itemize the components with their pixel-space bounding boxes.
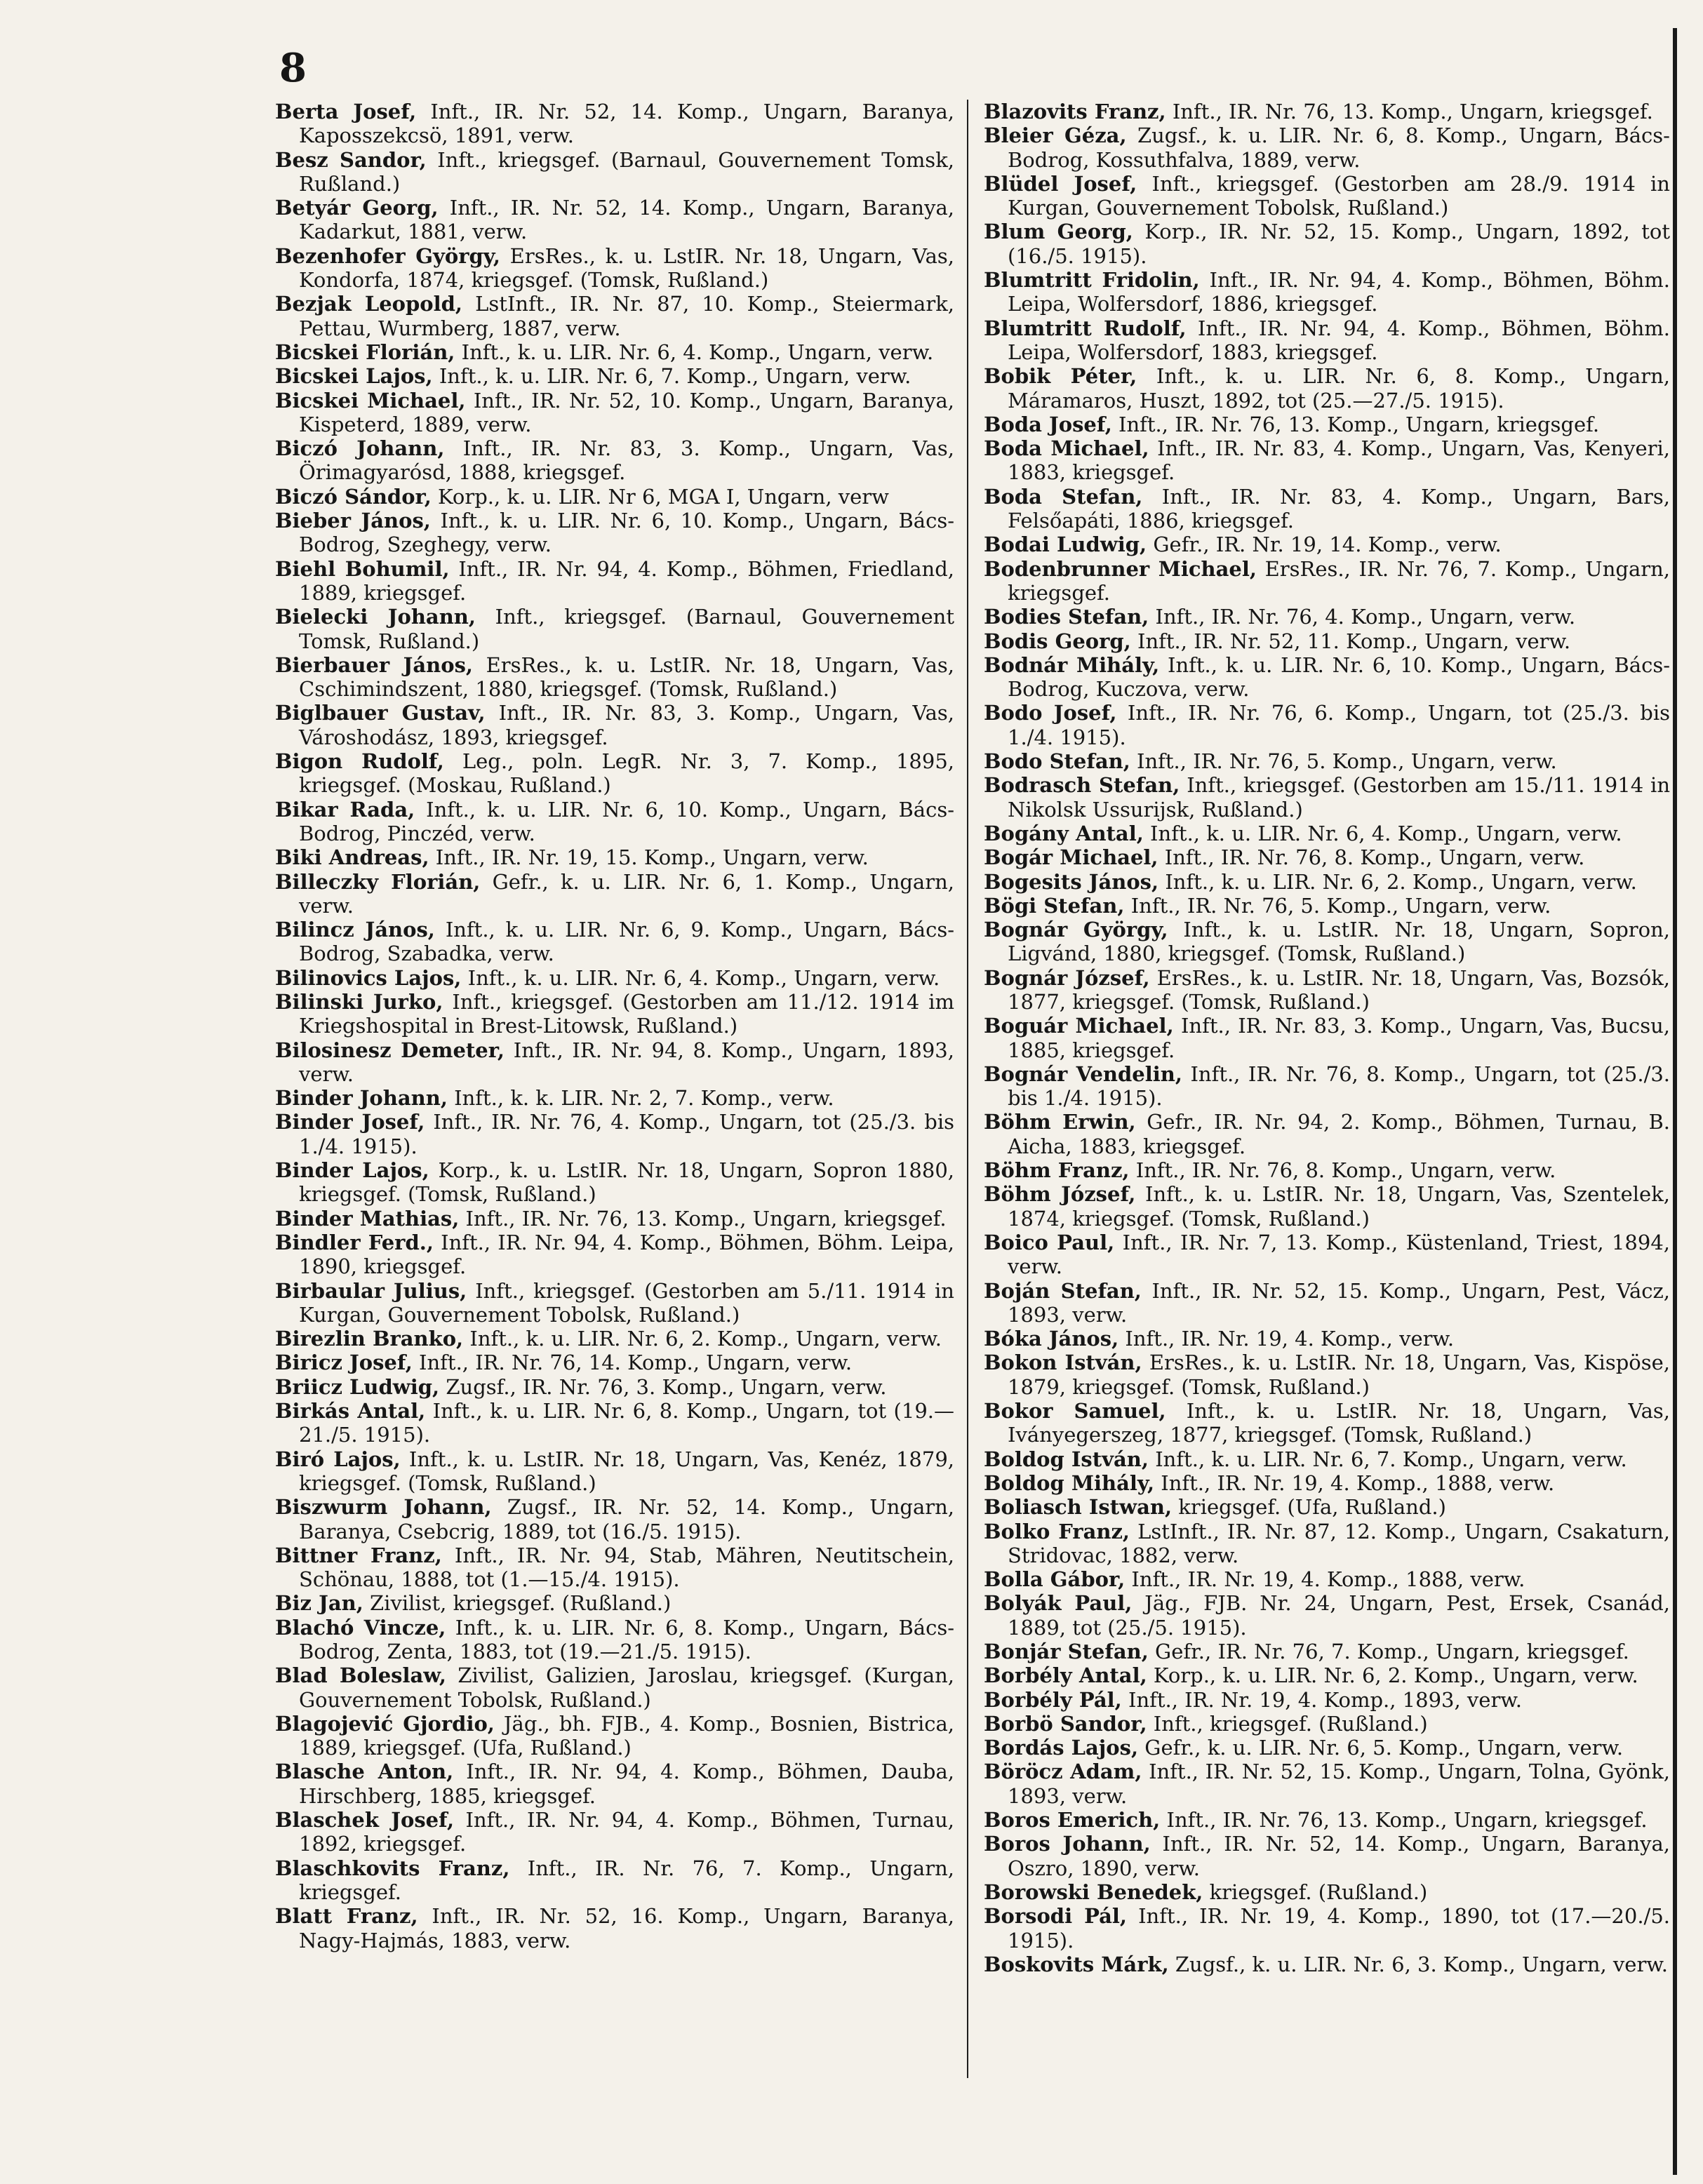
- entry-details: Inft., IR. Nr. 94, 4. Komp., Böhmen, Böhm. Leipa, 1890, kriegsgef.: [299, 1230, 954, 1279]
- list-entry: [984, 653, 1670, 702]
- entry-details: Inft., IR. Nr. 19, 4. Komp., 1890, tot (17.—20./5. 1915).: [1008, 1904, 1670, 1952]
- list-entry: [275, 1904, 954, 1952]
- entry-details: Inft., k. u. LstIR. Nr. 18, Ungarn, Vas, Kenéz, 1879, kriegsgef. (Tomsk, Rußland.): [299, 1447, 954, 1495]
- entry-name: Bogány Antal,: [984, 821, 1144, 845]
- entry-name: Borsodi Pál,: [984, 1904, 1127, 1929]
- entry-details: Inft., IR. Nr. 76, 5. Komp., Ungarn, verw.: [1130, 749, 1557, 774]
- entry-name: Blasche Anton,: [275, 1760, 454, 1784]
- entry-details: Jäg., FJB. Nr. 24, Ungarn, Pest, Ersek, Csanád, 1889, tot (25./5. 1915).: [1008, 1591, 1670, 1640]
- entry-details: Inft., k. u. LstIR. Nr. 18, Ungarn, Vas, Szentelek, 1874, kriegsgef. (Tomsk, Rußland.): [1008, 1182, 1671, 1231]
- entry-name: Biz Jan,: [275, 1591, 363, 1616]
- list-entry: [984, 1640, 1670, 1663]
- list-entry: [275, 1038, 954, 1087]
- entry-name: Blad Boleslaw,: [275, 1663, 446, 1688]
- entry-details: Inft., k. u. LstIR. Nr. 18, Ungarn, Vas, Iványegerszeg, 1877, kriegsgef. (Tomsk, Rußland.): [1008, 1399, 1671, 1447]
- entry-name: Blachó Vincze,: [275, 1615, 446, 1640]
- list-entry: [275, 1495, 954, 1543]
- entry-details: Inft., IR. Nr. 94, 4. Komp., Böhmen, Turnau, 1892, kriegsgef.: [299, 1808, 954, 1856]
- entry-details: Inft., IR. Nr. 94, 4. Komp., Böhmen, Böhm. Leipa, Wolfersdorf, 1886, kriegsgef.: [1008, 268, 1670, 316]
- entry-details: Inft., IR. Nr. 76, 13. Komp., Ungarn, kriegsgef.: [459, 1206, 947, 1231]
- entry-details: Zugsf., IR. Nr. 52, 14. Komp., Ungarn, Baranya, Csebcrig, 1889, tot (16./5. 1915).: [299, 1495, 955, 1543]
- left-column: [275, 100, 954, 1952]
- list-entry: [984, 1736, 1670, 1760]
- entry-name: Boda Michael,: [984, 436, 1149, 461]
- entry-name: Borbö Sandor,: [984, 1711, 1147, 1736]
- list-entry: [275, 1591, 954, 1615]
- entry-details: Inft., k. u. LIR. Nr. 6, 8. Komp., Ungarn, tot (19.—21./5. 1915).: [299, 1399, 954, 1447]
- entry-name: Borbély Pál,: [984, 1687, 1122, 1712]
- list-entry: [984, 532, 1670, 556]
- list-entry: [984, 870, 1670, 894]
- list-entry: [275, 436, 954, 485]
- list-entry: [275, 1856, 954, 1905]
- list-entry: [275, 389, 954, 437]
- list-entry: [984, 1567, 1670, 1591]
- entry-name: Bodies Stefan,: [984, 605, 1149, 629]
- list-entry: [275, 1110, 954, 1158]
- list-entry: [984, 701, 1670, 749]
- list-entry: [984, 749, 1670, 773]
- list-entry: [275, 749, 954, 798]
- entry-details: Korp., k. u. LIR. Nr 6, MGA I, Ungarn, verw: [431, 484, 889, 509]
- entry-details: Zivilist, kriegsgef. (Rußland.): [363, 1591, 672, 1616]
- entry-name: Biehl Bohumil,: [275, 556, 450, 581]
- entry-name: Biglbauer Gustav,: [275, 701, 486, 725]
- entry-details: Inft., IR. Nr. 52, 14. Komp., Ungarn, Baranya, Kaposszekcsö, 1891, verw.: [299, 100, 954, 148]
- entry-name: Böröcz Adam,: [984, 1760, 1142, 1784]
- list-entry: [984, 1663, 1670, 1687]
- entry-details: Gefr., k. u. LIR. Nr. 6, 1. Komp., Ungarn, verw.: [299, 869, 954, 918]
- list-entry: [275, 485, 954, 509]
- list-entry: [984, 1279, 1670, 1327]
- list-entry: [984, 1952, 1670, 1976]
- entry-details: Inft., kriegsgef. (Gestorben am 28./9. 1914 in Kurgan, Gouvernement Tobolsk, Rußland.): [1008, 171, 1670, 220]
- entry-name: Bolko Franz,: [984, 1519, 1130, 1543]
- entry-name: Biró Lajos,: [275, 1447, 401, 1471]
- entry-name: Billeczky Florián,: [275, 869, 481, 894]
- entry-details: Inft., IR. Nr. 76, 5. Komp., Ungarn, verw.: [1124, 893, 1551, 918]
- entry-details: Inft., kriegsgef. (Gestorben am 11./12. 1914 im Kriegshospital in Brest-Litowsk, Rußland.): [299, 989, 954, 1038]
- list-entry: [984, 918, 1670, 966]
- entry-name: Bognár József,: [984, 965, 1150, 990]
- entry-name: Bögi Stefan,: [984, 893, 1125, 918]
- entry-details: Inft., IR. Nr. 19, 4. Komp., 1893, verw.: [1121, 1687, 1522, 1712]
- entry-name: Bogesits János,: [984, 869, 1159, 894]
- entry-details: Korp., k. u. LIR. Nr. 6, 2. Komp., Ungarn, verw.: [1147, 1663, 1638, 1688]
- list-entry: [275, 1375, 954, 1399]
- entry-name: Bodrasch Stefan,: [984, 773, 1180, 798]
- entry-name: Bobik Péter,: [984, 364, 1137, 389]
- entry-name: Bleier Géza,: [984, 123, 1127, 148]
- entry-details: Inft., k. u. LIR. Nr. 6, 10. Komp., Ungarn, Bács-Bodrog, Pinczéd, verw.: [299, 797, 954, 845]
- list-entry: [275, 196, 954, 244]
- entry-details: Inft., IR. Nr. 19, 4. Komp., 1888, verw.: [1154, 1470, 1555, 1495]
- list-entry: [275, 1663, 954, 1712]
- entry-details: Zivilist, Galizien, Jaroslau, kriegsgef. (Kurgan, Gouvernement Tobolsk, Rußland.): [299, 1663, 954, 1712]
- list-entry: [984, 1062, 1670, 1111]
- list-entry: [275, 605, 954, 653]
- entry-name: Bicskei Lajos,: [275, 364, 433, 389]
- entry-details: Gefr., IR. Nr. 19, 14. Komp., verw.: [1147, 532, 1502, 557]
- entry-details: Inft., k. u. LIR. Nr. 6, 8. Komp., Ungarn, Bács-Bodrog, Zenta, 1883, tot (19.—21./5. 1915).: [299, 1615, 954, 1663]
- entry-name: Bordás Lajos,: [984, 1736, 1139, 1760]
- list-entry: [275, 701, 954, 749]
- list-entry: [984, 100, 1670, 123]
- entry-details: Korp., IR. Nr. 52, 15. Komp., Ungarn, 1892, tot (16./5. 1915).: [1008, 220, 1670, 268]
- entry-name: Boliasch Istwan,: [984, 1495, 1173, 1520]
- entry-name: Biczó Sándor,: [275, 484, 432, 509]
- entry-details: kriegsgef. (Rußland.): [1203, 1880, 1428, 1904]
- list-entry: [984, 1351, 1670, 1399]
- entry-details: Inft., k. u. LIR. Nr. 6, 2. Komp., Ungarn, verw.: [1158, 869, 1637, 894]
- list-entry: [275, 509, 954, 557]
- entry-details: Inft., IR. Nr. 76, 4. Komp., Ungarn, verw.: [1149, 605, 1576, 629]
- list-entry: [984, 364, 1670, 413]
- entry-name: Bognár György,: [984, 918, 1168, 942]
- entry-name: Boda Stefan,: [984, 484, 1143, 509]
- list-entry: [984, 1495, 1670, 1519]
- list-entry: [984, 220, 1670, 268]
- list-entry: [275, 1712, 954, 1760]
- entry-details: Inft., k. u. LIR. Nr. 6, 7. Komp., Ungarn, verw.: [432, 364, 911, 389]
- list-entry: [275, 340, 954, 364]
- entry-details: Inft., IR. Nr. 76, 13. Komp., Ungarn, kriegsgef.: [1160, 1808, 1648, 1833]
- list-entry: [984, 822, 1670, 845]
- list-entry: [984, 1520, 1670, 1568]
- entry-details: Inft., IR. Nr. 52, 14. Komp., Ungarn, Baranya, Kadarkut, 1881, verw.: [299, 196, 954, 244]
- list-entry: [275, 918, 954, 966]
- list-entry: [984, 1471, 1670, 1495]
- entry-details: Inft., IR. Nr. 76, 8. Komp., Ungarn, tot (25./3. bis 1./4. 1915).: [1008, 1061, 1671, 1111]
- list-entry: [984, 605, 1670, 629]
- entry-name: Boskovits Márk,: [984, 1952, 1169, 1976]
- entry-name: Birkás Antal,: [275, 1399, 426, 1423]
- entry-details: ErsRes., k. u. LstIR. Nr. 18, Ungarn, Vas, Cschimindszent, 1880, kriegsgef. (Tomsk, Rußland.): [299, 652, 954, 702]
- entry-details: Inft., IR. Nr. 52, 15. Komp., Ungarn, Pest, Vácz, 1893, verw.: [1008, 1278, 1670, 1327]
- entry-details: Inft., IR. Nr. 83, 3. Komp., Ungarn, Vas, Örimagyarósd, 1888, kriegsgef.: [299, 436, 955, 485]
- entry-name: Bodai Ludwig,: [984, 532, 1147, 557]
- list-entry: [275, 148, 954, 196]
- entry-name: Borbély Antal,: [984, 1663, 1147, 1688]
- list-entry: [984, 1591, 1670, 1640]
- list-entry: [984, 123, 1670, 172]
- entry-name: Birbaular Julius,: [275, 1278, 467, 1303]
- list-entry: [984, 1447, 1670, 1471]
- entry-name: Böhm Franz,: [984, 1158, 1130, 1183]
- entry-details: Inft., IR. Nr. 83, 4. Komp., Ungarn, Bars, Felsőapáti, 1886, kriegsgef.: [1008, 484, 1670, 533]
- entry-name: Binder Josef,: [275, 1110, 425, 1134]
- list-entry: [984, 1880, 1670, 1904]
- entry-details: LstInft., IR. Nr. 87, 12. Komp., Ungarn, Csakaturn, Stridovac, 1882, verw.: [1008, 1519, 1671, 1567]
- entry-name: Bóka János,: [984, 1327, 1119, 1351]
- entry-name: Böhm Erwin,: [984, 1110, 1136, 1134]
- entry-name: Bodnár Mihály,: [984, 652, 1160, 677]
- entry-details: Inft., IR. Nr. 94, 8. Komp., Ungarn, 1893, verw.: [299, 1038, 954, 1086]
- entry-details: Inft., IR. Nr. 7, 13. Komp., Küstenland, Triest, 1894, verw.: [1008, 1230, 1670, 1279]
- list-entry: [984, 1231, 1670, 1279]
- list-entry: [275, 990, 954, 1038]
- list-entry: [275, 1447, 954, 1496]
- list-entry: [275, 244, 954, 293]
- entry-name: Bodis Georg,: [984, 629, 1131, 653]
- right-column: [984, 100, 1670, 1976]
- entry-name: Bieber János,: [275, 509, 431, 533]
- entry-name: Bezenhofer György,: [275, 243, 500, 268]
- list-entry: [984, 1808, 1670, 1832]
- page-edge-rule: [1673, 28, 1677, 2175]
- entry-name: Biszwurm Johann,: [275, 1495, 492, 1520]
- entry-name: Borowski Benedek,: [984, 1880, 1203, 1904]
- entry-name: Bognár Vendelin,: [984, 1061, 1182, 1086]
- entry-details: Inft., IR. Nr. 94, 4. Komp., Böhmen, Dauba, Hirschberg, 1885, kriegsgef.: [299, 1760, 954, 1808]
- list-entry: [275, 1231, 954, 1279]
- entry-name: Boguár Michael,: [984, 1014, 1174, 1038]
- entry-details: Inft., IR. Nr. 76, 14. Komp., Ungarn, verw.: [412, 1351, 853, 1375]
- column-divider: [967, 100, 968, 2078]
- entry-name: Bodenbrunner Michael,: [984, 556, 1257, 581]
- entry-details: Inft., k. u. LIR. Nr. 6, 4. Komp., Ungarn, verw.: [461, 965, 940, 990]
- list-entry: [275, 966, 954, 990]
- entry-details: Inft., k. u. LIR. Nr. 6, 7. Komp., Ungarn, verw.: [1148, 1447, 1627, 1471]
- entry-name: Blaschkovits Franz,: [275, 1856, 510, 1880]
- entry-details: Inft., k. u. LIR. Nr. 6, 2. Komp., Ungarn, verw.: [463, 1327, 942, 1351]
- list-entry: [984, 172, 1670, 220]
- list-entry: [275, 1086, 954, 1110]
- list-entry: [275, 1327, 954, 1351]
- entry-name: Boros Emerich,: [984, 1808, 1161, 1833]
- entry-name: Blaschek Josef,: [275, 1808, 455, 1833]
- entry-name: Binder Johann,: [275, 1086, 448, 1111]
- list-entry: [984, 557, 1670, 605]
- entry-name: Bodo Stefan,: [984, 749, 1130, 774]
- entry-details: Inft., kriegsgef. (Gestorben am 5./11. 1914 in Kurgan, Gouvernement Tobolsk, Rußland.): [299, 1278, 954, 1327]
- entry-details: Inft., k. u. LIR. Nr. 6, 10. Komp., Ungarn, Bács-Bodrog, Szeghegy, verw.: [299, 509, 955, 557]
- entry-details: Inft., IR. Nr. 52, 16. Komp., Ungarn, Baranya, Nagy-Hajmás, 1883, verw.: [299, 1904, 954, 1952]
- entry-details: Leg., poln. LegR. Nr. 3, 7. Komp., 1895, kriegsgef. (Moskau, Rußland.): [299, 749, 954, 798]
- entry-name: Blazovits Franz,: [984, 100, 1166, 123]
- entry-details: Gefr., IR. Nr. 94, 2. Komp., Böhmen, Turnau, B. Aicha, 1883, kriegsgef.: [1008, 1110, 1670, 1158]
- list-entry: [984, 894, 1670, 918]
- list-entry: [984, 1688, 1670, 1712]
- list-entry: [984, 1158, 1670, 1182]
- entry-details: Inft., IR. Nr. 19, 4. Komp., 1888, verw.: [1125, 1567, 1525, 1592]
- list-entry: [984, 1182, 1670, 1231]
- entry-name: Bilosinesz Demeter,: [275, 1038, 505, 1062]
- list-entry: [984, 436, 1670, 485]
- list-entry: [275, 1616, 954, 1664]
- entry-details: Inft., k. u. LIR. Nr. 6, 10. Komp., Ungarn, Bács-Bodrog, Kuczova, verw.: [1008, 652, 1671, 702]
- entry-name: Bodo Josef,: [984, 701, 1117, 725]
- entry-name: Birezlin Branko,: [275, 1327, 464, 1351]
- entry-name: Betyár Georg,: [275, 196, 439, 220]
- entry-details: Zugsf., k. u. LIR. Nr. 6, 3. Komp., Ungarn, verw.: [1168, 1952, 1668, 1976]
- entry-name: Böhm József,: [984, 1182, 1136, 1207]
- entry-details: Inft., IR. Nr. 94, Stab, Mähren, Neutitschein, Schönau, 1888, tot (1.—15./4. 1915).: [299, 1543, 954, 1592]
- list-entry: [275, 845, 954, 869]
- entry-details: Inft., IR. Nr. 76, 6. Komp., Ungarn, tot (25./3. bis 1./4. 1915).: [1008, 701, 1670, 749]
- entry-name: Blum Georg,: [984, 220, 1133, 244]
- entry-name: Bielecki Johann,: [275, 605, 476, 629]
- entry-details: Inft., k. k. LIR. Nr. 2, 7. Komp., verw.: [447, 1086, 834, 1111]
- entry-name: Bicskei Florián,: [275, 340, 455, 364]
- entry-details: Inft., IR. Nr. 83, 3. Komp., Ungarn, Vas, Városhodász, 1893, kriegsgef.: [299, 701, 954, 749]
- entry-details: ErsRes., k. u. LstIR. Nr. 18, Ungarn, Vas, Kondorfa, 1874, kriegsgef. (Tomsk, Rußland.): [299, 243, 954, 293]
- entry-name: Bilinski Jurko,: [275, 989, 443, 1014]
- list-entry: [275, 798, 954, 846]
- list-entry: [984, 966, 1670, 1014]
- entry-name: Briicz Ludwig,: [275, 1374, 440, 1399]
- entry-details: Inft., k. u. LIR. Nr. 6, 9. Komp., Ungarn, Bács-Bodrog, Szabadka, verw.: [299, 918, 954, 966]
- entry-name: Bilinovics Lajos,: [275, 965, 462, 990]
- entry-name: Biczó Johann,: [275, 436, 445, 461]
- entry-details: Inft., IR. Nr. 83, 3. Komp., Ungarn, Vas, Bucsu, 1885, kriegsgef.: [1008, 1014, 1670, 1062]
- entry-name: Blüdel Josef,: [984, 171, 1137, 196]
- entry-name: Bikar Rada,: [275, 797, 415, 822]
- list-entry: [275, 557, 954, 605]
- entry-name: Boda Josef,: [984, 412, 1112, 436]
- list-entry: [275, 1808, 954, 1856]
- entry-name: Binder Mathias,: [275, 1206, 460, 1231]
- entry-name: Blumtritt Rudolf,: [984, 316, 1187, 340]
- entry-name: Besz Sandor,: [275, 147, 427, 172]
- entry-details: Inft., IR. Nr. 52, 11. Komp., Ungarn, verw.: [1130, 629, 1571, 653]
- entry-details: Inft., IR. Nr. 83, 4. Komp., Ungarn, Vas, Kenyeri, 1883, kriegsgef.: [1008, 436, 1670, 485]
- list-entry: [984, 1760, 1670, 1808]
- entry-details: Inft., IR. Nr. 94, 4. Komp., Böhmen, Friedland, 1889, kriegsgef.: [299, 556, 954, 605]
- list-entry: [984, 1904, 1670, 1952]
- entry-name: Blatt Franz,: [275, 1904, 418, 1929]
- entry-details: Inft., kriegsgef. (Barnaul, Gouvernement Tomsk, Rußland.): [299, 147, 954, 196]
- entry-details: Inft., IR. Nr. 52, 14. Komp., Ungarn, Baranya, Oszro, 1890, verw.: [1008, 1832, 1671, 1880]
- entry-details: Inft., IR. Nr. 76, 13. Komp., Ungarn, kriegsgef.: [1166, 100, 1653, 123]
- entry-name: Berta Josef,: [275, 100, 417, 123]
- entry-name: Biricz Josef,: [275, 1351, 413, 1375]
- entry-details: Inft., IR. Nr. 76, 13. Komp., Ungarn, kriegsgef.: [1111, 412, 1600, 436]
- entry-details: Inft., kriegsgef. (Barnaul, Gouvernement Tomsk, Rußland.): [299, 605, 955, 653]
- list-entry: [275, 1351, 954, 1374]
- entry-name: Bindler Ferd.,: [275, 1230, 434, 1254]
- entry-details: Korp., k. u. LstIR. Nr. 18, Ungarn, Sopron 1880, kriegsgef. (Tomsk, Rußland.): [299, 1158, 955, 1207]
- entry-details: kriegsgef. (Ufa, Rußland.): [1172, 1495, 1446, 1520]
- entry-name: Boldog István,: [984, 1447, 1149, 1471]
- entry-name: Boldog Mihály,: [984, 1470, 1155, 1495]
- list-entry: [275, 1399, 954, 1447]
- list-entry: [275, 100, 954, 148]
- entry-name: Bicskei Michael,: [275, 388, 466, 413]
- entry-name: Bierbauer János,: [275, 652, 473, 677]
- entry-name: Bolla Gábor,: [984, 1567, 1126, 1592]
- entry-name: Bogár Michael,: [984, 845, 1158, 870]
- entry-name: Boico Paul,: [984, 1230, 1115, 1254]
- entry-name: Biki Andreas,: [275, 845, 429, 870]
- list-entry: [275, 1279, 954, 1327]
- entry-name: Bigon Rudolf,: [275, 749, 444, 774]
- list-entry: [275, 653, 954, 702]
- entry-details: Inft., k. u. LIR. Nr. 6, 8. Komp., Ungarn, Máramaros, Huszt, 1892, tot (25.—27./5. 1915).: [1008, 364, 1670, 413]
- entry-details: Inft., kriegsgef. (Rußland.): [1147, 1711, 1428, 1736]
- list-entry: [984, 268, 1670, 316]
- entry-details: LstInft., IR. Nr. 87, 10. Komp., Steiermark, Pettau, Wurmberg, 1887, verw.: [299, 292, 954, 340]
- entry-name: Bokor Samuel,: [984, 1399, 1166, 1423]
- entry-details: Inft., IR. Nr. 76, 8. Komp., Ungarn, verw.: [1158, 845, 1585, 870]
- entry-name: Blumtritt Fridolin,: [984, 268, 1200, 293]
- entry-details: ErsRes., k. u. LstIR. Nr. 18, Ungarn, Vas, Bozsók, 1877, kriegsgef. (Tomsk, Rußland.): [1008, 965, 1670, 1014]
- list-entry: [275, 292, 954, 340]
- list-entry: [275, 1207, 954, 1231]
- list-entry: [984, 1327, 1670, 1351]
- entry-details: Gefr., IR. Nr. 76, 7. Komp., Ungarn, kriegsgef.: [1148, 1640, 1629, 1663]
- list-entry: [984, 413, 1670, 436]
- entry-details: Inft., k. u. LstIR. Nr. 18, Ungarn, Sopron, Ligvánd, 1880, kriegsgef. (Tomsk, Rußland.): [1008, 918, 1670, 966]
- entry-name: Binder Lajos,: [275, 1158, 429, 1183]
- entry-details: Inft., IR. Nr. 19, 15. Komp., Ungarn, verw.: [429, 845, 869, 870]
- entry-name: Blagojević Gjordio,: [275, 1711, 495, 1736]
- list-entry: [275, 1760, 954, 1808]
- entry-details: Inft., IR. Nr. 76, 8. Komp., Ungarn, verw.: [1129, 1158, 1556, 1183]
- list-entry: [275, 1543, 954, 1592]
- entry-details: Inft., IR. Nr. 76, 4. Komp., Ungarn, tot (25./3. bis 1./4. 1915).: [299, 1110, 954, 1158]
- list-entry: [984, 485, 1670, 533]
- list-entry: [275, 1158, 954, 1207]
- entry-name: Boján Stefan,: [984, 1278, 1142, 1303]
- list-entry: [275, 364, 954, 388]
- entry-name: Bonjár Stefan,: [984, 1640, 1149, 1663]
- list-entry: [984, 629, 1670, 653]
- entry-details: Zugsf., k. u. LIR. Nr. 6, 8. Komp., Ungarn, Bács-Bodrog, Kossuthfalva, 1889, verw.: [1008, 123, 1670, 172]
- entry-details: Inft., kriegsgef. (Gestorben am 15./11. 1914 in Nikolsk Ussurijsk, Rußland.): [1008, 773, 1670, 822]
- list-entry: [984, 1712, 1670, 1736]
- list-entry: [984, 1110, 1670, 1158]
- entry-details: Inft., k. u. LIR. Nr. 6, 4. Komp., Ungarn, verw.: [1143, 821, 1622, 845]
- entry-details: ErsRes., IR. Nr. 76, 7. Komp., Ungarn, kriegsgef.: [1008, 556, 1670, 605]
- entry-name: Bezjak Leopold,: [275, 292, 463, 316]
- entry-name: Bolyák Paul,: [984, 1591, 1133, 1616]
- entry-details: Inft., IR. Nr. 52, 15. Komp., Ungarn, Tolna, Gyönk, 1893, verw.: [1008, 1760, 1670, 1808]
- entry-details: Inft., IR. Nr. 52, 10. Komp., Ungarn, Baranya, Kispeterd, 1889, verw.: [299, 388, 954, 436]
- page-number: 8: [279, 45, 307, 91]
- entry-name: Bokon István,: [984, 1351, 1142, 1375]
- list-entry: [984, 1832, 1670, 1880]
- entry-details: Inft., IR. Nr. 19, 4. Komp., verw.: [1118, 1327, 1455, 1351]
- list-entry: [984, 845, 1670, 869]
- entry-details: Gefr., k. u. LIR. Nr. 6, 5. Komp., Ungarn, verw.: [1138, 1736, 1624, 1760]
- entry-details: ErsRes., k. u. LstIR. Nr. 18, Ungarn, Vas, Kispöse, 1879, kriegsgef. (Tomsk, Rußland.): [1008, 1351, 1670, 1399]
- list-entry: [984, 1014, 1670, 1062]
- list-entry: [984, 773, 1670, 822]
- entry-name: Bittner Franz,: [275, 1543, 442, 1567]
- entry-name: Boros Johann,: [984, 1832, 1151, 1856]
- entry-name: Bilincz János,: [275, 918, 435, 942]
- list-entry: [984, 316, 1670, 365]
- list-entry: [275, 870, 954, 918]
- entry-details: Inft., IR. Nr. 76, 7. Komp., Ungarn, kriegsgef.: [299, 1856, 954, 1904]
- entry-details: Jäg., bh. FJB., 4. Komp., Bosnien, Bistrica, 1889, kriegsgef. (Ufa, Rußland.): [299, 1711, 954, 1760]
- list-entry: [984, 1399, 1670, 1447]
- entry-details: Inft., IR. Nr. 94, 4. Komp., Böhmen, Böhm. Leipa, Wolfersdorf, 1883, kriegsgef.: [1008, 316, 1670, 364]
- entry-details: Zugsf., IR. Nr. 76, 3. Komp., Ungarn, verw.: [439, 1374, 887, 1399]
- entry-details: Inft., k. u. LIR. Nr. 6, 4. Komp., Ungarn, verw.: [455, 340, 934, 364]
